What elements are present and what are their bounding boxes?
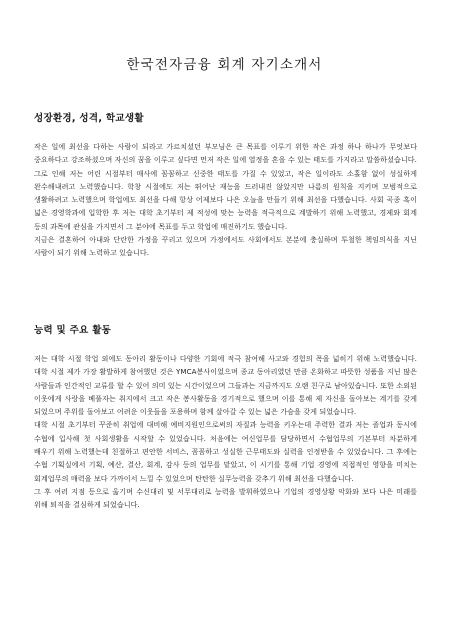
- section-growth-personality-school: [34, 110, 417, 260]
- document-title: 한국전자금융 회계 자기소개서: [126, 57, 323, 73]
- section-paragraph: 저는 대학 시절 학업 외에도 동아리 활동이나 다양한 기회에 적극 참여해 사고와 경험의 폭을 넓히기 위해 노력했습니다. 대학 시절 제가 가장 활발하게 참여했던 것은 YMCA봉사이었으며 종교 동아리였던 만큼 온화하고 따뜻한 성품을 지닌 많은 사람들과 인간적인 교류를 할 수 있어 의미 있는 시간이었으며 그들과는 지금까지도 오랜 친구로 남아있습니다. 또한 소외된 이웃에게 사랑을 베풀자는 취지에서 크고 작은 봉사활동을 경기적으로 했으며 이를 통해 제 자신을 돌아보는 계기를 갖게 되었으며 주위를 돌아보고 어려운 이웃들을 포용하며 함께 살아갈 수 있는 넓은 가슴을 갖게 되었습니다.: [34, 354, 417, 417]
- section-paragraph: 그 후 여러 지점 등으로 옮기며 수신대리 및 서무대리로 능력을 발휘하였으나 기업의 경영상황 악화와 보다 나은 미래를 위해 퇴직을 결심하게 되었습니다.: [34, 486, 417, 510]
- section-paragraph: 대학 시절 초기부터 꾸준히 취업에 대비해 예비지원인으로써의 자질과 능력을 키우는데 주력한 결과 저는 졸업과 동시에 수협에 입사해 첫 사회생활을 시작할 수 있었습니다. 처음에는 여신업무를 담당하면서 수협업무의 기본부터 차분하게 배우기 위해 노력했는데 친절하고 편안한 서비스, 꼼꼼하고 성실한 근무태도와 실력을 인정받을 수 있었습니다. 그 후에는 수협 기획실에서 기획, 예산, 결산, 회계, 감사 등의 업무를 맡았고, 이 시기를 통해 기업 경영에 직접적인 영향을 미치는 회계업무의 매력을 보다 가까이서 느낄 수 있었으며 탄탄한 실무능력을 갖추기 위해 최선을 다했습니다.: [34, 420, 417, 483]
- section-abilities-activities: [34, 322, 417, 512]
- section-heading: 성장환경, 성격, 학교생활: [34, 113, 144, 124]
- section-paragraph: 지금은 결혼하여 아내와 단란한 가정을 꾸리고 있으며 가정에서도 사회에서도 본분에 충실하며 투철한 책임의식을 지닌 사람이 되기 위해 노력하고 있습니다.: [34, 235, 417, 258]
- section-heading: 능력 및 주요 활동: [34, 325, 112, 336]
- section-paragraph: 작은 일에 최선을 다하는 사람이 되라고 가르치셨던 부모님은 큰 목표를 이루기 위한 작은 과정 하나 하나가 무엇보다 중요하다고 강조하셨으며 자신의 꿈을 이루고 싶다면 먼저 작은 일에 열정을 혼을 수 있는 태도를 가지라고 말씀하셨습니다. 그로 인해 저는 어린 시절부터 매사에 꼼꼼하고 신중한 태도를 가질 수 있었고, 작은 일이라도 소홀함 없이 성실하게 완수해내려고 노력했습니다. 학창 시절에도 저는 뛰어난 재능을 드러내진 않았지만 나름의 원칙을 지키며 모범적으로 생활하려고 노력했으며 학업에도 최선을 다해 항상 어제보다 나은 오늘을 만들기 위해 최선을 다했습니다. 사회 곡종 혹이 넓은 경영학과에 입학한 후 저는 대학 초기부터 제 적성에 맞는 능력을 적극적으로 계발하기 위해 노력했고, 경제와 회계 등의 과목에 관심을 가지면서 그 분야에 목표를 두고 학업에 매진하기도 했습니다.: [34, 142, 417, 231]
